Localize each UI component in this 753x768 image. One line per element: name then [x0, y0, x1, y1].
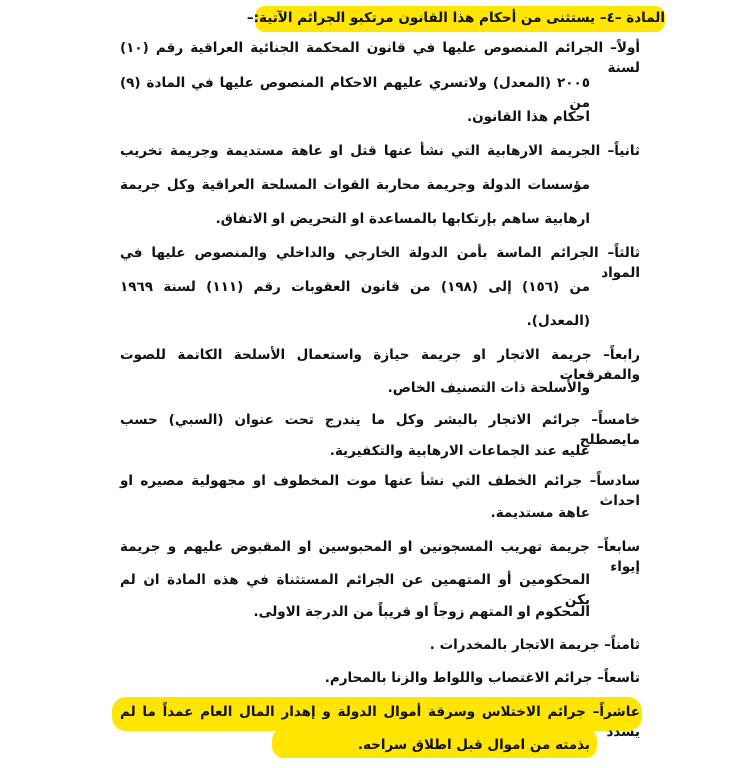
- list-item-label-line: ثانياً– الجريمة الارهابية التي نشأ عنها قتل او عاهة مستديمة وجريمة تخريب: [120, 143, 640, 159]
- list-item-continuation-line: المحكومين أو المتهمين عن الجرائم المستثناة في هذه المادة ان لم يكن: [120, 572, 590, 608]
- list-item-label-line: ثامناً– جريمة الاتجار بالمخدرات .: [429, 637, 640, 653]
- list-item-continuation-line: عاهة مستديمة.: [490, 505, 590, 521]
- list-item-continuation-line: مؤسسات الدولة وجريمة محاربة القوات المسلحة العراقية وكل جريمة: [120, 177, 590, 193]
- list-item-label-line: أولاً– الجرائم المنصوص عليها في قانون المحكمة الجنائية العراقية رقم (١٠) لسنة: [120, 40, 640, 76]
- list-item-continuation-line: عليه عند الجماعات الارهابية والتكفيرية.: [329, 443, 590, 459]
- list-item-continuation-line: المحكوم او المتهم زوجاً او قريباً من الدرجة الاولى.: [253, 604, 590, 620]
- list-item-continuation-line: ارهابية ساهم بإرتكابها بالمساعدة او التحريض او الاتفاق.: [215, 211, 590, 227]
- list-item-continuation-line: والأسلحة ذات التصنيف الخاص.: [387, 380, 590, 396]
- list-item-label-line: خامساً– جرائم الاتجار بالبشر وكل ما يندرج تحت عنوان (السبي) حسب مايصطلح: [120, 412, 640, 448]
- list-item-label-line: رابعاً– جريمة الاتجار او جريمة حيازة واستعمال الأسلحة الكاتمة للصوت والمفرقعات: [120, 347, 640, 383]
- list-item-continuation-line: (المعدل).: [526, 313, 590, 329]
- article-title: المادة –٤– يستثنى من أحكام هذا القانون مرتكبو الجرائم الآتية:–: [246, 10, 665, 26]
- list-item-label-line: سابعاً– جريمة تهريب المسجونين او المحبوسين او المقبوض عليهم و جريمة إيواء: [120, 539, 640, 575]
- list-item-continuation-line: بذمته من اموال قبل اطلاق سراحه.: [357, 737, 590, 753]
- list-item-label-line: تاسعاً– جرائم الاغتصاب واللواط والزنا بالمحارم.: [324, 670, 640, 686]
- list-item-continuation-line: من (١٥٦) إلى (١٩٨) من قانون العقوبات رقم (١١١) لسنة ١٩٦٩: [120, 279, 590, 295]
- list-item-label-line: سادساً– جرائم الخطف التي نشأ عنها موت المخطوف او مجهولية مصيره او احداث: [120, 473, 640, 509]
- list-item-label-line: ثالثاً– الجرائم الماسة بأمن الدولة الخارجي والداخلي والمنصوص عليها في المواد: [120, 245, 640, 281]
- list-item-label-line: عاشراً– جرائم الاختلاس وسرقة أموال الدولة و إهدار المال العام عمداً ما لم يسدد: [120, 704, 640, 740]
- list-item-continuation-line: احكام هذا القانون.: [466, 109, 590, 125]
- list-item-continuation-line: ٢٠٠٥ (المعدل) ولاتسري عليهم الاحكام المنصوص عليها في المادة (٩) من: [120, 75, 590, 111]
